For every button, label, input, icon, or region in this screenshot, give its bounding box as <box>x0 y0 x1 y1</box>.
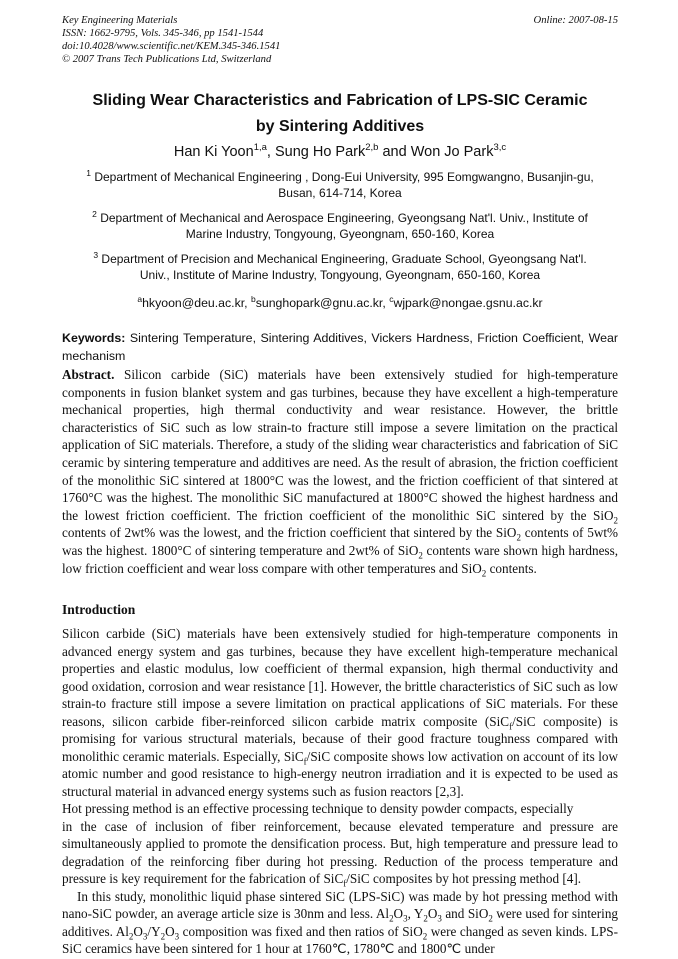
email-1-address: hkyoon@deu.ac.kr, <box>142 296 251 310</box>
keywords-label: Keywords: <box>62 331 126 345</box>
affiliation-3 <box>77 252 603 283</box>
emails-line <box>62 293 618 310</box>
email-2-superscript: b <box>250 293 256 304</box>
author-2-superscript: 2,b <box>365 142 379 154</box>
author-3 <box>378 144 506 160</box>
abstract-text: Silicon carbide (SiC) materials have been extensively studied for high-temperature components in fusion blanket system and gas turbines, because they have excellent a high-temperature mechanical properties, high thermal conductivity and wear resistance. However, the brittle characteristics of SiC such as low strain-to fracture still impose a severe limitation on the practical application of SiC materials. Therefore, a study of the sliding wear characteristics and fabrication of SiC ceramic by sintering temperature and additives are need. As the result of abrasion, the friction coefficient of the monolithic SiC sintered at 1800°C was the lowest, and the friction coefficient of that sintered at 1760°C was the highest. The monolithic SiC manufactured at 1800°C showed the highest hardness and the lowest friction coefficient. The friction coefficient of the monolithic SiC sintered by the SiO$_2$ contents of 2wt% was the lowest, and the friction coefficient that sintered by the SiO$_2$ contents of 5wt% was the highest. 1800°C of sintering temperature and 2wt% of SiO$_2$ contents ware shown high hardness, low friction coefficient and wear loss compare with other temperatures and SiO$_2$ contents. <box>62 367 619 579</box>
email-3-address: wjpark@nongae.gsnu.ac.kr <box>393 296 543 310</box>
affiliation-3-text: Department of Precision and Mechanical Engineering, Graduate School, Gyeongsang Nat'l. Univ., Institute of Marine Industry, Tongyoung, Gyeongnam, 650-160, Korea <box>98 252 587 282</box>
author-1-superscript: 1,a <box>253 142 267 154</box>
journal-header <box>62 14 618 66</box>
authors-line <box>62 144 618 160</box>
issn-line: ISSN: 1662-9795, Vols. 345-346, pp 1541-1544 <box>62 28 264 39</box>
author-3-superscript: 3,c <box>493 142 507 154</box>
affiliation-1 <box>77 170 603 201</box>
paper-title-line2: by Sintering Additives <box>255 118 425 135</box>
copyright-line: © 2007 Trans Tech Publications Ltd, Switzerland <box>62 54 272 65</box>
affiliation-3-superscript: 3 <box>93 250 99 260</box>
introduction-paragraph-2: In this study, monolithic liquid phase sintered SiC (LPS-SiC) was made by hot pressing method with nano-SiC powder, an average article size is 30nm and less. $Al_2O_3$, $Y_2O_3$ and SiO$_2$ were used for sintering additives. $Al_2O_3/Y_2O_3$ composition was fixed and then ratios of SiO$_2$ were changed as seven kinds. LPS-SiC ceramics have been sintered for 1 hour at 1760℃, 1780℃ and 1800℃ under <box>62 888 619 957</box>
email-3-superscript: c <box>389 293 394 304</box>
journal-title: Key Engineering Materials <box>62 15 178 26</box>
introduction-paragraph-1: Silicon carbide (SiC) materials have been extensively studied for high-temperature components in advanced energy system and gas turbines, because they have excellent high-temperature mechanical properties and elastic modulus, low coefficient of thermal expansion, high thermal conductivity and good oxidation, corrosion and wear resistance [1]. However, the brittle characteristics of SiC such as low strain-to fracture still impose a severe limitation on practical applications of SiC materials. For these reasons, silicon carbide fiber-reinforced silicon carbide matrix composite (SiC$_f$/SiC composite) is promising for various structural materials, because of their good fracture toughness compared with monolithic ceramic materials. Especially, SiC$_f$/SiC composite shows low activation on account of its low atomic number and good resistance to high-energy neutron irradiation and it is expected to be used as structural material in advanced energy systems such as fusion reactors [2,3]. Hot pressing method is an effective processing technique to density powder compacts, especially in the case of inclusion of fiber reinforcement, because elevated temperature and pressure are simultaneously applied to promote the densification process. But, high temperature and pressure lead to degradation of the reinforcing fiber during hot pressing. Reduction of the process temperature and pressure is key requirement for the fabrication of SiC$_f$/SiC composites by hot pressing method [4]. <box>62 626 618 889</box>
affiliation-1-text: Department of Mechanical Engineering , Dong-Eui University, 995 Eomgwangno, Busanjin-gu, Busan, 614-714, Korea <box>91 170 594 200</box>
section-heading-introduction: Introduction <box>62 602 136 618</box>
author-1 <box>174 144 267 160</box>
affiliation-1-superscript: 1 <box>86 168 91 178</box>
paper-title-line1: Sliding Wear Characteristics and Fabrication of LPS-SIC Ceramic <box>92 92 588 109</box>
abstract-label: Abstract. <box>62 367 115 382</box>
keywords-text: Sintering Temperature, Sintering Additives, Vickers Hardness, Friction Coefficient, Wear mechanism <box>62 331 618 363</box>
author-3-name: and Won Jo Park <box>378 144 494 160</box>
affiliation-2-text: Department of Mechanical and Aerospace Engineering, Gyeongsang Nat'l. Univ., Institute of Marine Industry, Tongyoung, Gyeongnam, 650-160, Korea <box>96 211 588 241</box>
journal-info-block <box>62 14 280 66</box>
email-2-address: sunghopark@gnu.ac.kr, <box>255 296 390 310</box>
online-date: Online: 2007-08-15 <box>533 15 618 26</box>
affiliation-2-superscript: 2 <box>92 209 97 219</box>
keywords-paragraph <box>62 329 618 365</box>
author-2-name: , Sung Ho Park <box>266 144 366 160</box>
doi-line: doi:10.4028/www.scientific.net/KEM.345-346.1541 <box>62 41 281 52</box>
abstract-paragraph <box>62 366 618 577</box>
author-2 <box>267 144 379 160</box>
author-1-name: Han Ki Yoon <box>173 144 254 160</box>
email-1-superscript: a <box>137 293 143 304</box>
affiliation-2 <box>77 211 603 242</box>
paper-title <box>62 88 618 140</box>
